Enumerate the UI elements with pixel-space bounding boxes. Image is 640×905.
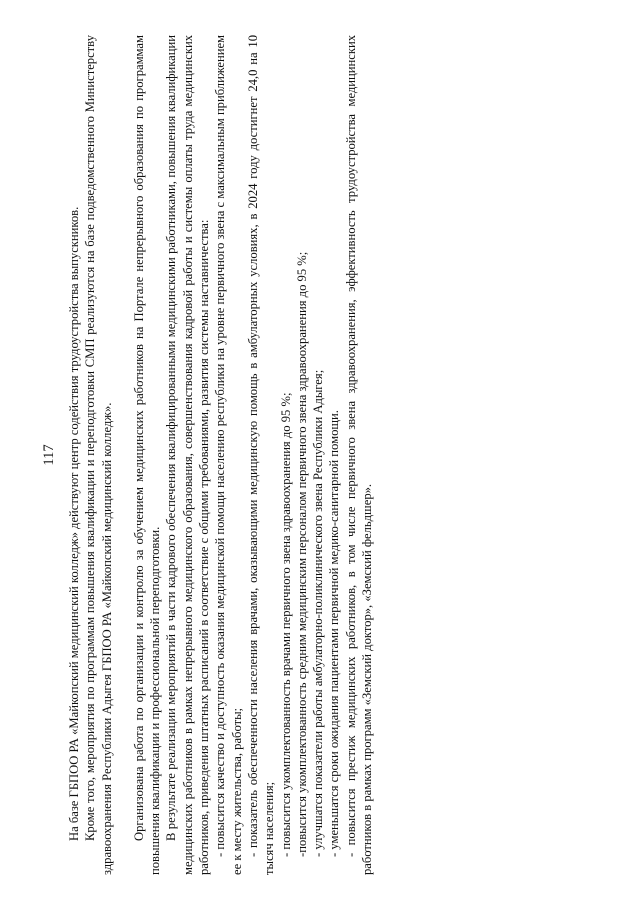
paragraph: На базе ГБПОО РА «Майкопский медицинский колледж» действуют центр содействия трудоустройства выпускников. [67,206,81,841]
paragraph: Кроме того, мероприятия по программам повышения квалификации и переподготовки СМП реализуются на базе подведомственного Министерству здравоохранения Республики Адыгея ГБПОО РА «Майкопский медицинский колледж». [83,35,114,875]
list-item: - повысится престиж медицинских работников, в том числе первичного звена здравоохранения, эффективность трудоустройства медицинских работников в рамках программ «Земский доктор», «Земский фельдшер». [343,35,375,875]
list-item: - улучшатся показатели работы амбулаторно-поликлинического звена Республики Адыгея; [311,369,326,857]
rotated-content [40,20,600,890]
page-number: 117 [41,444,57,466]
list-item: -повысится укомплектованность средним медицинским персоналом первичного звена здравоохранения до 95 %; [294,251,309,857]
list-item: - повысится укомплектованность врачами первичного звена здравоохранения до 95 %; [278,392,293,857]
list-item: - повысится качество и доступность оказания медицинской помощи населению республики на уровне первичного звена с максимальным приближением ее к месту жительства, работы; [213,35,244,875]
paragraph: Организована работа по организации и контролю за обучением медицинских работников на Портале непрерывного образования по программам повышения квалификации и профессиональной переподготовки. [131,35,163,875]
list-item: - показатель обеспеченности населения врачами, оказывающими медицинскую помощь в амбулаторных условиях, в 2024 году достигнет 24,0 на 10 тысяч населения; [245,35,277,875]
paragraph: В результате реализации мероприятий в части кадрового обеспечения квалифицированными медицинскими работниками, повышения квалификации медицинских работников в рамках непрерывного медицинского образования, совершенствования кадровой работы и системы оплаты труда медицинских работников, приведения штатных расписаний в соответствие с общими требованиями, развития системы наставничества: [164,35,212,875]
list-item: - уменьшатся сроки ожидания пациентами первичной медико-санитарной помощи. [327,410,342,857]
document-body [66,35,375,875]
paragraph-gap [115,35,131,875]
